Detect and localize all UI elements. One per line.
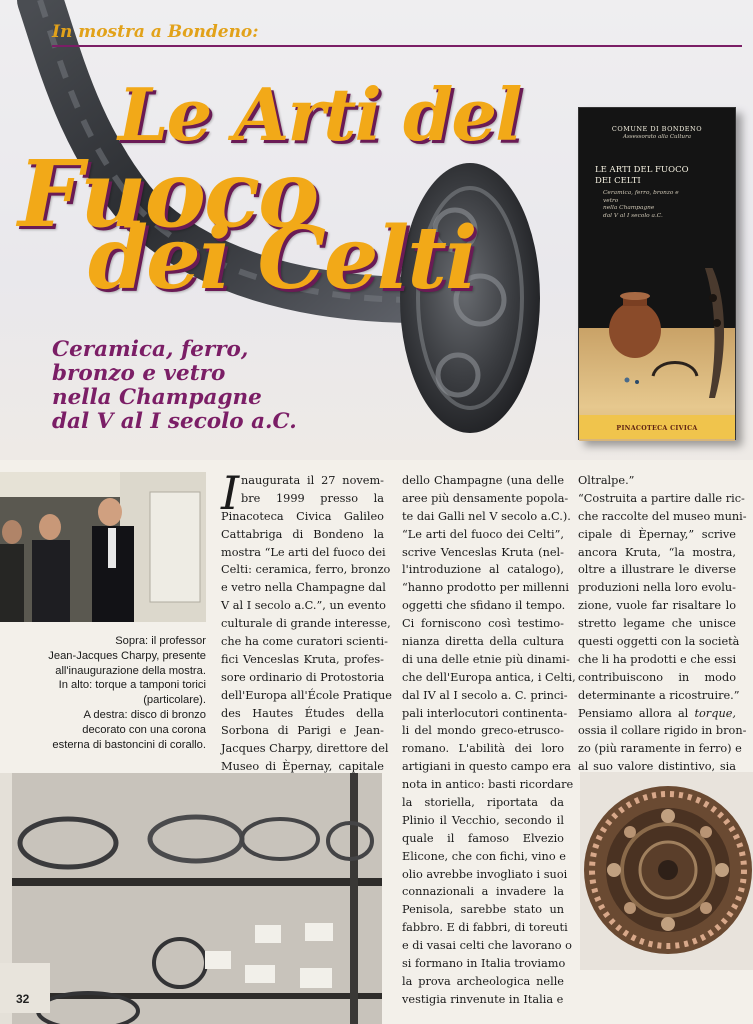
catalog-subtitle-line: dal V al I secolo a.C. <box>603 212 663 219</box>
text-line: Sorbona di Parigi e Jean- <box>221 724 384 738</box>
text-line: culturale di grande interesse, <box>221 617 391 631</box>
text-line: Elicone, che con fichi, vino e <box>402 849 566 863</box>
text-line: fici Venceslas Kruta, profes- <box>221 652 384 666</box>
text-line: dal IV al I secolo a. C. princi- <box>402 688 568 702</box>
text-line: romano. L'abilità dei loro <box>402 742 564 756</box>
subtitle <box>52 338 352 434</box>
showcase-photo <box>0 773 382 1024</box>
photo-caption <box>2 634 206 752</box>
catalog-title-line: DEI CELTI <box>595 176 641 186</box>
text-line <box>578 705 736 723</box>
text-line: ancora Kruta, “la mostra, <box>578 545 736 559</box>
text-line: che dell'Europa antica, i Celti, <box>402 670 576 684</box>
text-line: contribuiscono in modo <box>578 670 736 684</box>
subtitle-line: dal V al I secolo a.C. <box>52 409 297 434</box>
subtitle-line: bronzo e vetro <box>52 361 226 386</box>
text-line: nianza diretta della cultura <box>402 635 564 649</box>
article-column-3 <box>578 472 747 776</box>
catalog-subtitle-line: nella Champagne <box>603 205 655 211</box>
title-line-2: Fuoco <box>18 140 318 248</box>
text-line: “hanno prodotto per millenni <box>402 581 569 595</box>
text-line: dell'Europa all'École Pratique <box>221 688 392 702</box>
text-line: te dai Galli nel V secolo a.C.). <box>402 509 571 523</box>
text-line: Penisola, sarebbe stato un <box>402 903 564 917</box>
caption-line: all'inaugurazione della mostra. <box>55 664 206 677</box>
catalog-footer: PINACOTECA CIVICA <box>616 425 698 432</box>
caption-line: In alto: torque a tamponi torici <box>58 679 206 692</box>
text-line: pali interlocutori continenta- <box>402 706 568 720</box>
text-line: e vetro nella Champagne dal <box>221 581 386 595</box>
text-line: stretto legame che unisce <box>578 617 736 631</box>
text-line: fabbro. E di fabbri, di toreuti <box>402 921 568 935</box>
catalog-subtitle-line: Ceramica, ferro, bronzo e vetro <box>603 190 679 204</box>
caption-line: Jean-Jacques Charpy, presente <box>48 649 206 662</box>
text-line: che ha come curatori scienti- <box>221 635 388 649</box>
catalog-subtitle <box>603 190 693 220</box>
text-line: scrive Venceslas Kruta (nel- <box>402 545 564 559</box>
header-rule <box>52 45 742 47</box>
text-line: che li ha prodotti e che essi <box>578 652 737 666</box>
catalog-title <box>595 165 695 187</box>
text-line: li del mondo greco-etrusco- <box>402 724 564 738</box>
text-line: artigiani in questo campo era <box>402 760 571 774</box>
text-line: quale il famoso Elvezio <box>402 831 564 845</box>
catalog-title-line: LE ARTI DEL FUOCO <box>595 165 689 175</box>
text-line: Jacques Charpy, direttore del <box>221 742 389 756</box>
text-line: zione, vuole far risaltare lo <box>578 599 736 613</box>
subtitle-line: nella Champagne <box>52 385 262 410</box>
page-number: 32 <box>16 992 30 1006</box>
article-column-2 <box>402 472 576 1009</box>
text-line: produzioni nella loro evolu- <box>578 581 736 595</box>
text-line: Plinio il Vecchio, secondo il <box>402 813 564 827</box>
drop-cap: I <box>221 466 240 520</box>
text-line: “Costruita a partire dalle ric- <box>578 491 745 505</box>
text-line: di una delle etnie più dinami- <box>402 652 570 666</box>
caption-line: Sopra: il professor <box>115 635 206 647</box>
caption-line: (particolare). <box>143 694 206 707</box>
text-line: sore ordinario di Protostoria <box>221 670 385 684</box>
text-line: connazionali a invadere la <box>402 885 564 899</box>
text-line: che raccolte del museo muni- <box>578 509 747 523</box>
text-line: e di vasai celti che lavorano o <box>402 939 572 953</box>
text-line: Cattabriga di Bondeno la <box>221 527 384 541</box>
catalog-artifacts-image <box>597 268 737 428</box>
catalog-cover <box>578 107 736 440</box>
catalog-assessorato: Assessorato alla Cultura <box>622 134 691 140</box>
article-column-1 <box>221 466 392 776</box>
text-line: bre 1999 presso la <box>241 491 384 505</box>
text-line: oltre a illustrare le diverse <box>578 563 736 577</box>
text-line: al suo valore distintivo, sia <box>578 760 736 774</box>
text-line: olio avrebbe invogliato i suoi <box>402 867 568 881</box>
text-line: mostra “Le arti del fuoco dei <box>221 545 386 559</box>
text-line: dello Champagne (una delle <box>402 474 564 487</box>
text-line: oggetti che sfidano il tempo. <box>402 599 566 613</box>
caption-line: A destra: disco di bronzo <box>83 708 206 721</box>
text-line: la prova archeologica nelle <box>402 974 564 988</box>
catalog-commune: COMUNE DI BONDENO <box>611 125 703 133</box>
text-line: Pinacoteca Civica Galileo <box>221 509 384 523</box>
text-line: zo (più raramente in ferro) e <box>578 742 742 756</box>
text-line: des Hautes Études della <box>221 706 384 720</box>
caption-line: esterna di bastoncini di corallo. <box>52 738 206 751</box>
text-line: nota in antico: basti ricordare <box>402 778 574 792</box>
text-line: cipale di Èpernay,” scrive <box>578 527 736 541</box>
text-line: aree più densamente popola- <box>402 491 569 505</box>
text-line: ossia il collare rigido in bron- <box>578 724 747 738</box>
title-line-3: dei Celti <box>88 208 476 309</box>
text-line: vestigia rinvenute in Italia e <box>402 992 564 1006</box>
text-line: la storiella, riportata da <box>402 796 564 810</box>
kicker: In mostra a Bondeno: <box>52 22 259 42</box>
text-line: Museo di Èpernay, capitale <box>221 760 384 774</box>
text-line: si formano in Italia troviamo <box>402 957 566 971</box>
italic-word: torque, <box>694 706 736 720</box>
text-line: Celti: ceramica, ferro, bronzo <box>221 563 391 577</box>
caption-line: decorato con una corona <box>82 723 206 736</box>
text-line: V al I secolo a.C.”, un evento <box>221 599 386 613</box>
text-line: Ci forniscono così testimo- <box>402 617 564 631</box>
bronze-disc-photo <box>580 772 753 970</box>
text-fragment: Pensiamo allora al <box>578 706 695 720</box>
text-line: Oltralpe.” <box>578 474 635 487</box>
inauguration-photo <box>0 472 206 622</box>
text-line: “Le arti del fuoco dei Celti”, <box>402 527 564 541</box>
text-line: questi oggetti con la società <box>578 635 740 649</box>
subtitle-line: Ceramica, ferro, <box>52 337 249 362</box>
text-line: l'introduzione al catalogo), <box>402 563 564 577</box>
title-line-1: Le Arti del <box>118 72 521 157</box>
text-line: naugurata il 27 novem- <box>241 474 384 487</box>
text-line: determinante a ricostruire.” <box>578 688 740 702</box>
